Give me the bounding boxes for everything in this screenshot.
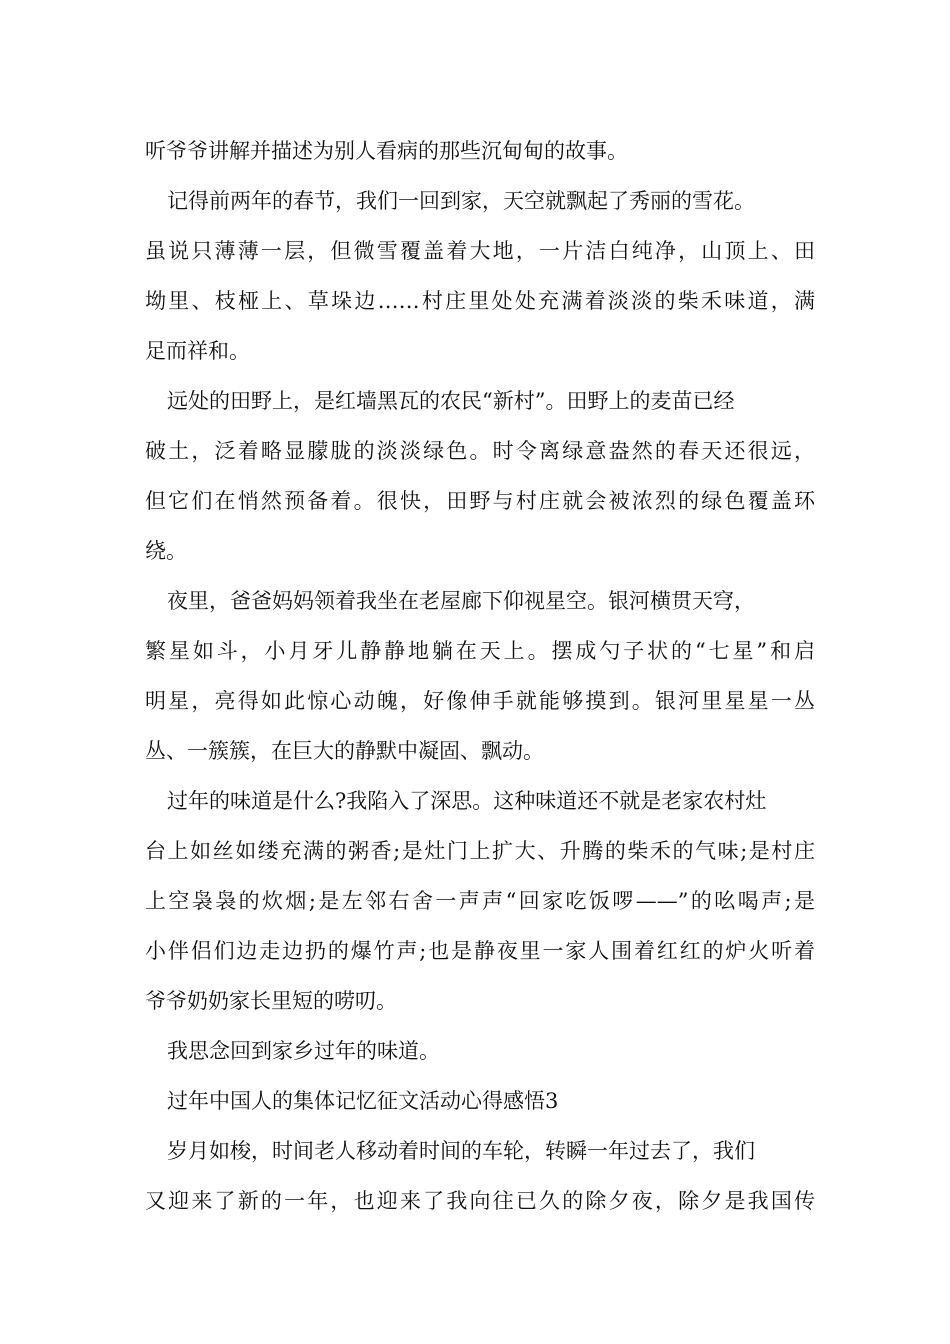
- paragraph-start-line: 记得前两年的春节，我们一回到家，天空就飘起了秀丽的雪花。: [167, 189, 755, 213]
- paragraph-start-line: 夜里，爸爸妈妈领着我坐在老屋廊下仰视星空。银河横贯天穹，: [167, 589, 755, 613]
- paragraph-start-line: 远处的田野上，是红墙黑瓦的农民“新村”。田野上的麦苗已经: [167, 389, 735, 413]
- text-line: 破土，泛着略显朦胧的淡淡绿色。时令离绿意盎然的春天还很远，: [145, 439, 815, 463]
- paragraph-start-line: 岁月如梭，时间老人移动着时间的车轮，转瞬一年过去了，我们: [167, 1139, 755, 1163]
- text-line: 足而祥和。: [145, 339, 250, 363]
- text-line: 又迎来了新的一年，也迎来了我向往已久的除夕夜，除夕是我国传: [145, 1189, 815, 1213]
- text-line: 绕。: [145, 539, 187, 563]
- text-line: 坳里、枝桠上、草垛边……村庄里处处充满着淡淡的柴禾味道，满: [145, 289, 815, 313]
- text-line: 繁星如斗，小月牙儿静静地躺在天上。摆成勺子状的“七星”和启: [145, 639, 815, 663]
- text-line: 但它们在悄然预备着。很快，田野与村庄就会被浓烈的绿色覆盖环: [145, 489, 815, 513]
- text-line: 丛、一簇簇，在巨大的静默中凝固、飘动。: [145, 739, 544, 763]
- paragraph-start-line: 我思念回到家乡过年的味道。: [167, 1039, 440, 1063]
- text-line: 爷爷奶奶家长里短的唠叨。: [145, 989, 397, 1013]
- text-line: 虽说只薄薄一层，但微雪覆盖着大地，一片洁白纯净，山顶上、田: [145, 239, 815, 263]
- text-line: 小伴侣们边走边扔的爆竹声;也是静夜里一家人围着红红的炉火听着: [145, 939, 815, 963]
- text-line: 台上如丝如缕充满的粥香;是灶门上扩大、升腾的柴禾的气味;是村庄: [145, 839, 815, 863]
- text-line: 听爷爷讲解并描述为别人看病的那些沉甸甸的故事。: [145, 139, 628, 163]
- text-line: 明星，亮得如此惊心动魄，好像伸手就能够摸到。银河里星星一丛: [145, 689, 815, 713]
- section-heading: 过年中国人的集体记忆征文活动心得感悟3: [167, 1089, 559, 1113]
- text-line: 上空袅袅的炊烟;是左邻右舍一声声“回家吃饭啰——”的吆喝声;是: [145, 889, 815, 913]
- paragraph-start-line: 过年的味道是什么?我陷入了深思。这种味道还不就是老家农村灶: [167, 789, 767, 813]
